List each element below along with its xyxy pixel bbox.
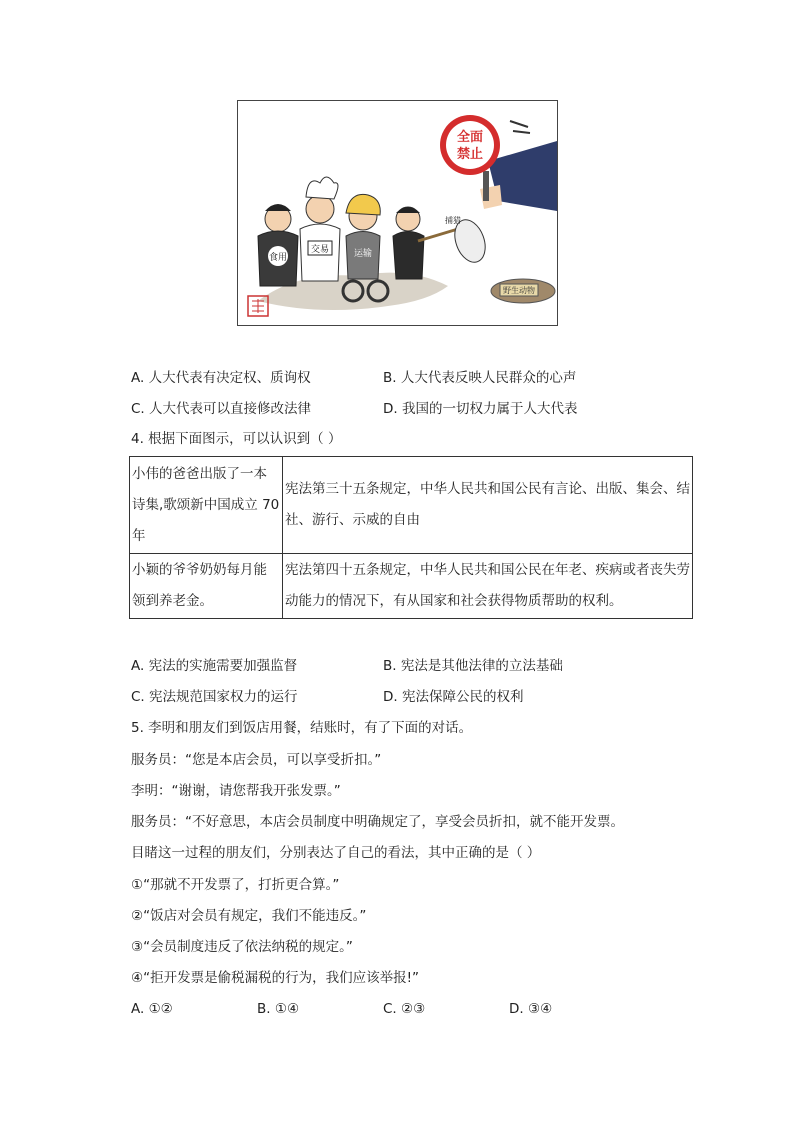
q5-option-d: D. ③④ — [509, 1001, 553, 1017]
sign-text-top: 全面 — [456, 130, 484, 145]
q5-stem: 5. 李明和朋友们到饭店用餐，结账时，有了下面的对话。 — [131, 720, 473, 736]
q3-option-b: B. 人大代表反映人民群众的心声 — [383, 370, 577, 386]
q3-option-a: A. 人大代表有决定权、质询权 — [131, 370, 311, 386]
table-row — [130, 457, 693, 554]
q5-statement: ②“饭店对会员有规定，我们不能违反。” — [131, 908, 367, 924]
cartoon-svg — [238, 101, 557, 325]
q5-dialog-line: 服务员：“您是本店会员，可以享受折扣。” — [131, 752, 382, 768]
q5-option-b: B. ①④ — [257, 1001, 300, 1017]
q5-dialog-line: 服务员：“不好意思，本店会员制度中明确规定了，享受会员折扣，就不能开发票。 — [131, 814, 624, 830]
q4-option-a: A. 宪法的实施需要加强监督 — [131, 658, 298, 674]
svg-text:捕猎: 捕猎 — [445, 216, 461, 225]
svg-text:运输: 运输 — [353, 249, 373, 259]
q4-table — [129, 456, 693, 619]
table-row — [130, 554, 693, 619]
sign-text-bottom: 禁止 — [456, 147, 484, 162]
q5-statement: ④“拒开发票是偷税漏税的行为，我们应该举报!” — [131, 970, 420, 986]
q5-option-a: A. ①② — [131, 1001, 173, 1017]
q4-option-d: D. 宪法保障公民的权利 — [383, 689, 524, 705]
q5-dialog-line: 李明：“谢谢，请您帮我开张发票。” — [131, 783, 341, 799]
q5-option-c: C. ②③ — [383, 1001, 426, 1017]
svg-text:交易: 交易 — [310, 245, 330, 255]
q4-option-c: C. 宪法规范国家权力的运行 — [131, 689, 298, 705]
q5-dialog-line: 目睹这一过程的朋友们，分别表达了自己的看法，其中正确的是（ ） — [131, 845, 541, 861]
q4-stem: 4. 根据下面图示，可以认识到（ ） — [131, 431, 342, 447]
cartoon-illustration — [237, 100, 558, 326]
q3-option-d: D. 我国的一切权力属于人大代表 — [383, 401, 578, 417]
q5-statement: ①“那就不开发票了，打折更合算。” — [131, 877, 340, 893]
table-cell: 小颖的爷爷奶奶每月能领到养老金。 — [130, 554, 283, 619]
q4-option-b: B. 宪法是其他法律的立法基础 — [383, 658, 563, 674]
svg-text:食用: 食用 — [268, 253, 288, 263]
table-cell: 宪法第四十五条规定，中华人民共和国公民在年老、疾病或者丧失劳动能力的情况下，有从国家和社会获得物质帮助的权利。 — [283, 554, 693, 619]
table-cell: 宪法第三十五条规定，中华人民共和国公民有言论、出版、集会、结社、游行、示威的自由 — [283, 457, 693, 554]
q3-option-c: C. 人大代表可以直接修改法律 — [131, 401, 312, 417]
q5-statement: ③“会员制度违反了依法纳税的规定。” — [131, 939, 353, 955]
table-cell: 小伟的爸爸出版了一本诗集,歌颂新中国成立 70年 — [130, 457, 283, 554]
svg-text:野生动物: 野生动物 — [503, 286, 535, 295]
